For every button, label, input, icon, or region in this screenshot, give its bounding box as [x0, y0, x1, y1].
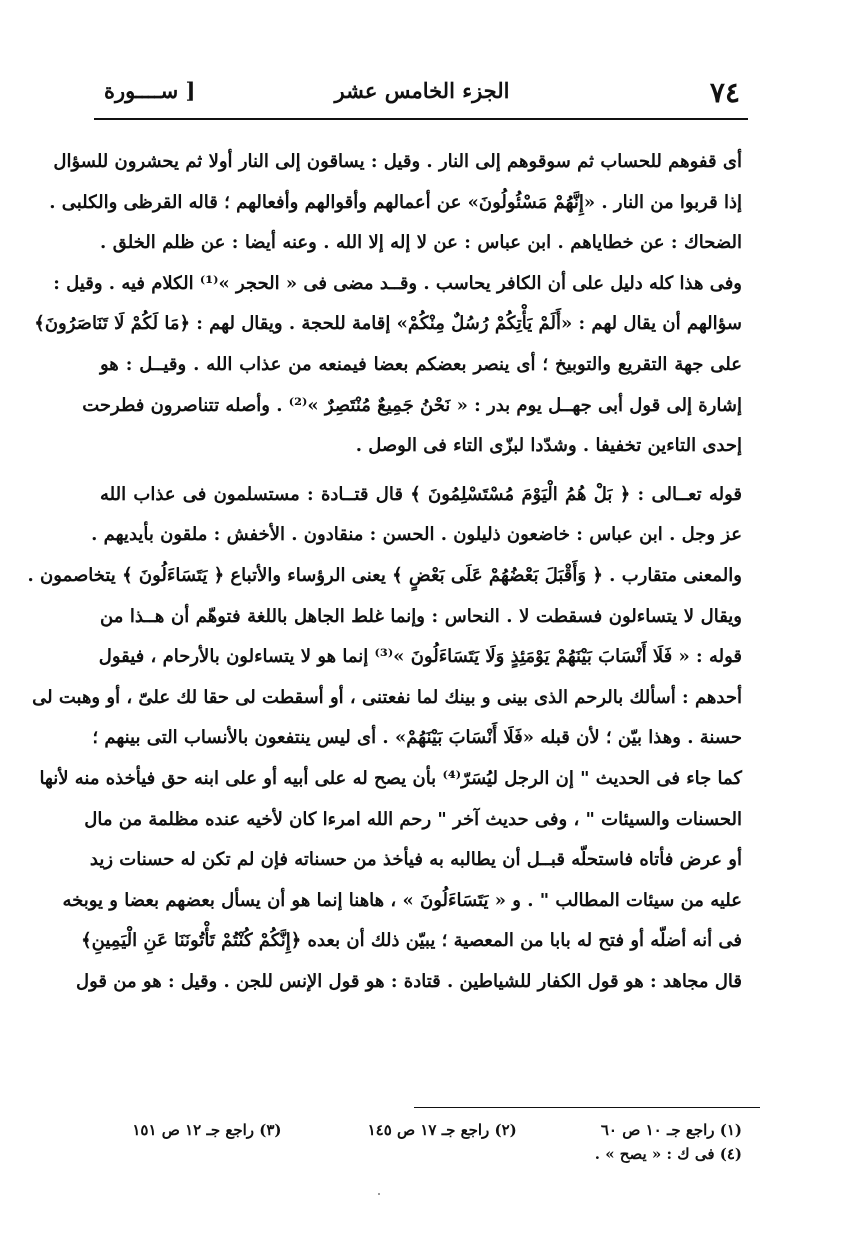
header-rule — [94, 118, 748, 120]
text-line: سؤالهم أن يقال لهم : «أَلَمْ يَأْتِكُمْ رُسُلٌ مِنْكُمْ» إقامة للحجة . ويقال لهم : ﴿مَا لَكُمْ لَا تَنَاصَرُونَ﴾ — [34, 313, 742, 335]
running-title: الجزء الخامس عشر — [334, 78, 510, 103]
text-line: عز وجل . ابن عباس : خاضعون ذليلون . الحسن : منقادون . الأخفش : ملقون بأيديهم . — [91, 524, 742, 546]
page-number: ٧٤ — [709, 76, 740, 109]
paragraph-gap — [100, 467, 742, 475]
text-line: ويقال لا يتساءلون فسقطت لا . النحاس : وإنما غلط الجاهل باللغة فتوهّم أن هــذا من — [100, 605, 742, 627]
text-line: إحدى التاءين تخفيفا . وشدّدا لبزّى التاء فى الوصل . — [355, 435, 742, 457]
text-line: على جهة التقريع والتوبيخ ؛ أى ينصر بعضكم بعضا فيمنعه من عذاب الله . وقيــل : هو — [100, 353, 742, 375]
print-speck — [378, 1193, 380, 1195]
text-line: حسنة . وهذا بيّن ؛ لأن قبله «فَلَا أَنْسَابَ بَيْنَهُمْ» . أى ليس ينتفعون بالأنساب التى بينهم ؛ — [92, 727, 742, 749]
footnote-1: (١) راجع جـ ١٠ ص ٦٠ — [600, 1121, 742, 1139]
text-line: قال مجاهد : هو قول الكفار للشياطين . قتادة : هو قول الإنس للجن . وقيل : هو من قول — [76, 970, 742, 992]
text-line: الحسنات والسيئات " ، وفى حديث آخر " رحم الله امرءا كان لأخيه عنده مظلمة من مال — [84, 808, 742, 830]
text-line: إذا قربوا من النار . «إِنَّهُمْ مَسْئُولُونَ» عن أعمالهم وأقوالهم وأفعالهم ؛ قاله القرظى والكلبى . — [49, 191, 742, 213]
text-line: فى أنه أضلّه أو فتح له بابا من المعصية ؛ يبيّن ذلك أن بعده ﴿إِنَّكُمْ كُنْتُمْ تَأْتُونَنَا عَنِ الْيَمِينِ﴾ — [81, 930, 742, 952]
text-line: وفى هذا كله دليل على أن الكافر يحاسب . وقــد مضى فى « الحجر »⁽¹⁾ الكلام فيه . وقيل : — [53, 272, 742, 294]
text-line: والمعنى متقارب . ﴿ وَأَقْبَلَ بَعْضُهُمْ عَلَى بَعْضٍ ﴾ يعنى الرؤساء والأتباع ﴿ يَتَسَاءَلُونَ ﴾ يتخاصمون . — [27, 564, 742, 586]
surah-label: [ ســــورة — [104, 78, 196, 103]
footnote-row — [100, 1118, 742, 1142]
text-line: قوله تعــالى : ﴿ بَلْ هُمُ الْيَوْمَ مُسْتَسْلِمُونَ ﴾ قال قتــادة : مستسلمون فى عذاب الله — [100, 483, 742, 505]
text-line: أى قفوهم للحساب ثم سوقوهم إلى النار . وقيل : يساقون إلى النار أولا ثم يحشرون للسؤال — [53, 151, 742, 172]
footnote-4: (٤) فى ك : « يصح » . — [594, 1145, 742, 1163]
text-line: كما جاء فى الحديث " إن الرجل ليُسَرّ⁽⁴⁾ بأن يصح له على أبيه أو على ابنه حق فيأخذه منه لأنها — [39, 767, 742, 789]
text-line: قوله : « فَلَا أَنْسَابَ بَيْنَهُمْ يَوْمَئِذٍ وَلَا يَتَسَاءَلُونَ »⁽³⁾ إنما هو لا يتساءلون بالأرحام ، فيقول — [98, 646, 742, 668]
footnote-2: (٢) راجع جـ ١٧ ص ١٤٥ — [367, 1121, 517, 1139]
text-line: إشارة إلى قول أبى جهــل يوم بدر : « نَحْنُ جَمِيعٌ مُنْتَصِرٌ »⁽²⁾ . وأصله تتناصرون فطرحت — [82, 394, 742, 416]
text-line: عليه من سيئات المطالب " . و « يَتَسَاءَلُونَ » ، هاهنا إنما هو أن يسأل بعضهم بعضا و يوبخه — [62, 889, 742, 911]
text-line: أحدهم : أسألك بالرحم الذى بينى و بينك لما نفعتنى ، أو أسقطت لى حقا لك علىّ ، أو وهبت لى — [32, 686, 742, 708]
page-header — [104, 70, 740, 110]
text-line: أو عرض فأتاه فاستحلّه قبــل أن يطالبه به فيأخذ من حسناته فإن لم تكن له حسنات زيد — [89, 849, 742, 871]
footnotes — [100, 1118, 742, 1166]
commentary-body — [27, 142, 742, 1002]
footnote-3: (٣) راجع جـ ١٢ ص ١٥١ — [132, 1121, 282, 1139]
text-line: الضحاك : عن خطاياهم . ابن عباس : عن لا إله إلا الله . وعنه أيضا : عن ظلم الخلق . — [100, 232, 742, 254]
footnote-row — [100, 1142, 742, 1166]
footnote-rule — [414, 1107, 760, 1108]
